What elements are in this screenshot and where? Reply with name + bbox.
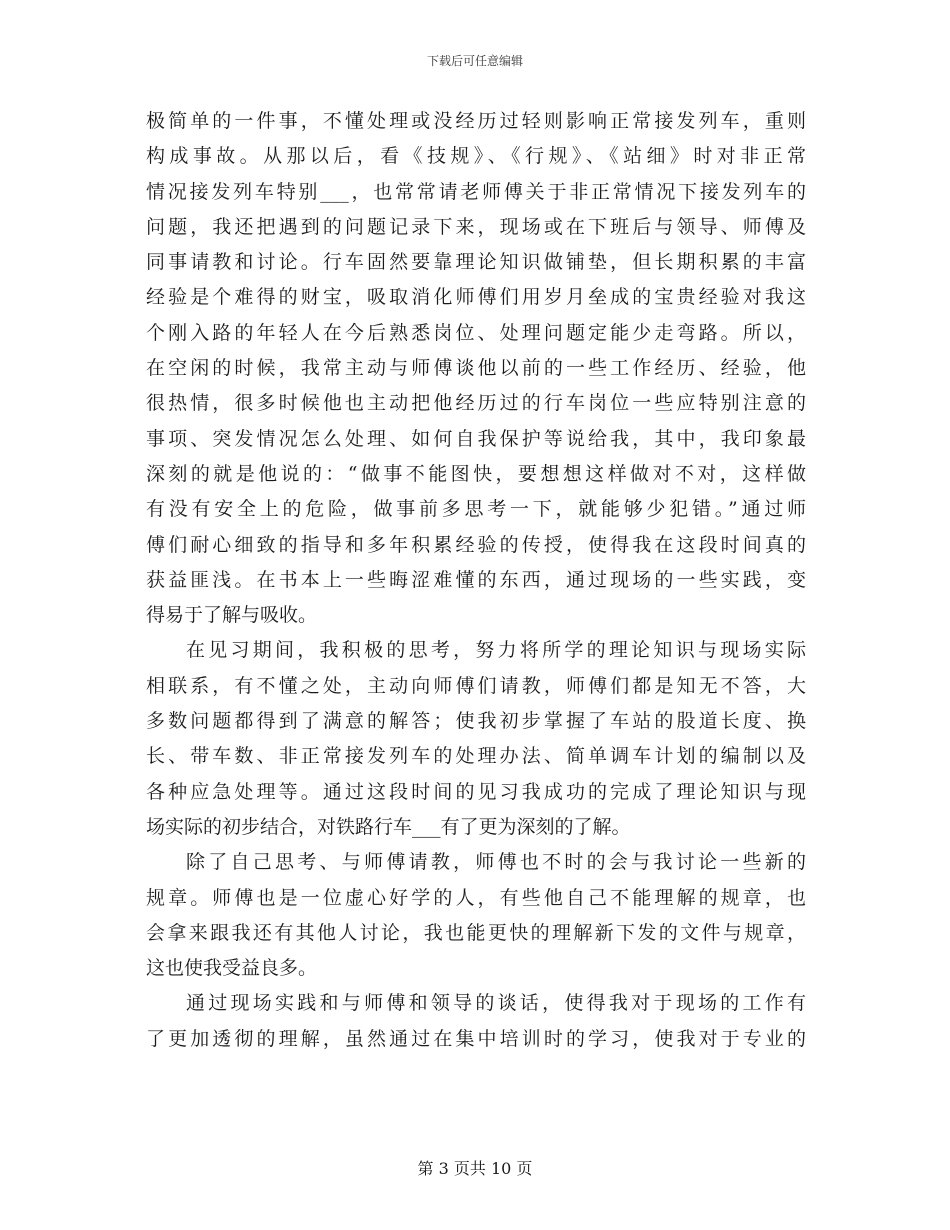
text-line: 得易于了解与吸收。 xyxy=(146,604,318,627)
text-line: 在空闲的时候，我常主动与师傅谈他以前的一些工作经历、经验，他 xyxy=(146,357,806,380)
text-line: 各种应急处理等。通过这段时间的见习我成功的完成了理论知识与现 xyxy=(146,780,806,803)
document-body xyxy=(146,104,806,1057)
text-line: 情况接发列车特别___，也常常请老师傅关于非正常情况下接发列车的 xyxy=(146,180,806,203)
text-line: 会拿来跟我还有其他人讨论，我也能更快的理解新下发的文件与规章， xyxy=(146,921,806,944)
text-line: 同事请教和讨论。行车固然要靠理论知识做铺垫，但长期积累的丰富 xyxy=(146,251,806,274)
page-footer: 第 3 页共 10 页 xyxy=(417,1159,533,1178)
text-line: 长、带车数、非正常接发列车的处理办法、简单调车计划的编制以及 xyxy=(146,745,806,768)
text-line: 多数问题都得到了满意的解答；使我初步掌握了车站的股道长度、换 xyxy=(146,710,806,733)
text-line: 了更加透彻的理解，虽然通过在集中培训时的学习，使我对于专业的 xyxy=(146,1027,806,1050)
text-line: 构成事故。从那以后，看《技规》、《行规》、《站细》时对非正常 xyxy=(146,145,806,168)
text-line: 极简单的一件事，不懂处理或没经历过轻则影响正常接发列车，重则 xyxy=(146,110,806,132)
text-line: 经验是个难得的财宝，吸取消化师傅们用岁月垒成的宝贵经验对我这 xyxy=(146,286,806,309)
paragraph-first-line: 除了自己思考、与师傅请教，师傅也不时的会与我讨论一些新的 xyxy=(186,851,806,874)
paragraph-first-line: 通过现场实践和与师傅和领导的谈话，使得我对于现场的工作有 xyxy=(186,992,806,1015)
page-header: 下载后可任意编辑 xyxy=(426,54,523,68)
text-line: 很热情，很多时候他也主动把他经历过的行车岗位一些应特别注意的 xyxy=(146,392,806,415)
text-line: 个刚入路的年轻人在今后熟悉岗位、处理问题定能少走弯路。所以， xyxy=(146,321,806,344)
text-line: 事项、突发情况怎么处理、如何自我保护等说给我，其中，我印象最 xyxy=(146,427,806,450)
text-line: 相联系，有不懂之处，主动向师傅们请教，师傅们都是知无不答，大 xyxy=(146,674,806,697)
text-line: 有没有安全上的危险，做事前多思考一下，就能够少犯错。”通过师 xyxy=(146,498,806,521)
text-line: 问题，我还把遇到的问题记录下来，现场或在下班后与领导、师傅及 xyxy=(146,215,806,238)
text-line: 场实际的初步结合，对铁路行车___有了更为深刻的了解。 xyxy=(146,815,631,838)
text-line: 傅们耐心细致的指导和多年积累经验的传授，使得我在这段时间真的 xyxy=(146,533,806,556)
text-line: 这也使我受益良多。 xyxy=(146,957,318,980)
text-line: 规章。师傅也是一位虚心好学的人，有些他自己不能理解的规章，也 xyxy=(146,886,806,909)
text-line: 获益匪浅。在书本上一些晦涩难懂的东西，通过现场的一些实践，变 xyxy=(146,568,806,591)
paragraph-first-line: 在见习期间，我积极的思考，努力将所学的理论知识与现场实际 xyxy=(186,639,806,662)
text-line: 深刻的就是他说的：“做事不能图快，要想想这样做对不对，这样做 xyxy=(146,462,806,485)
